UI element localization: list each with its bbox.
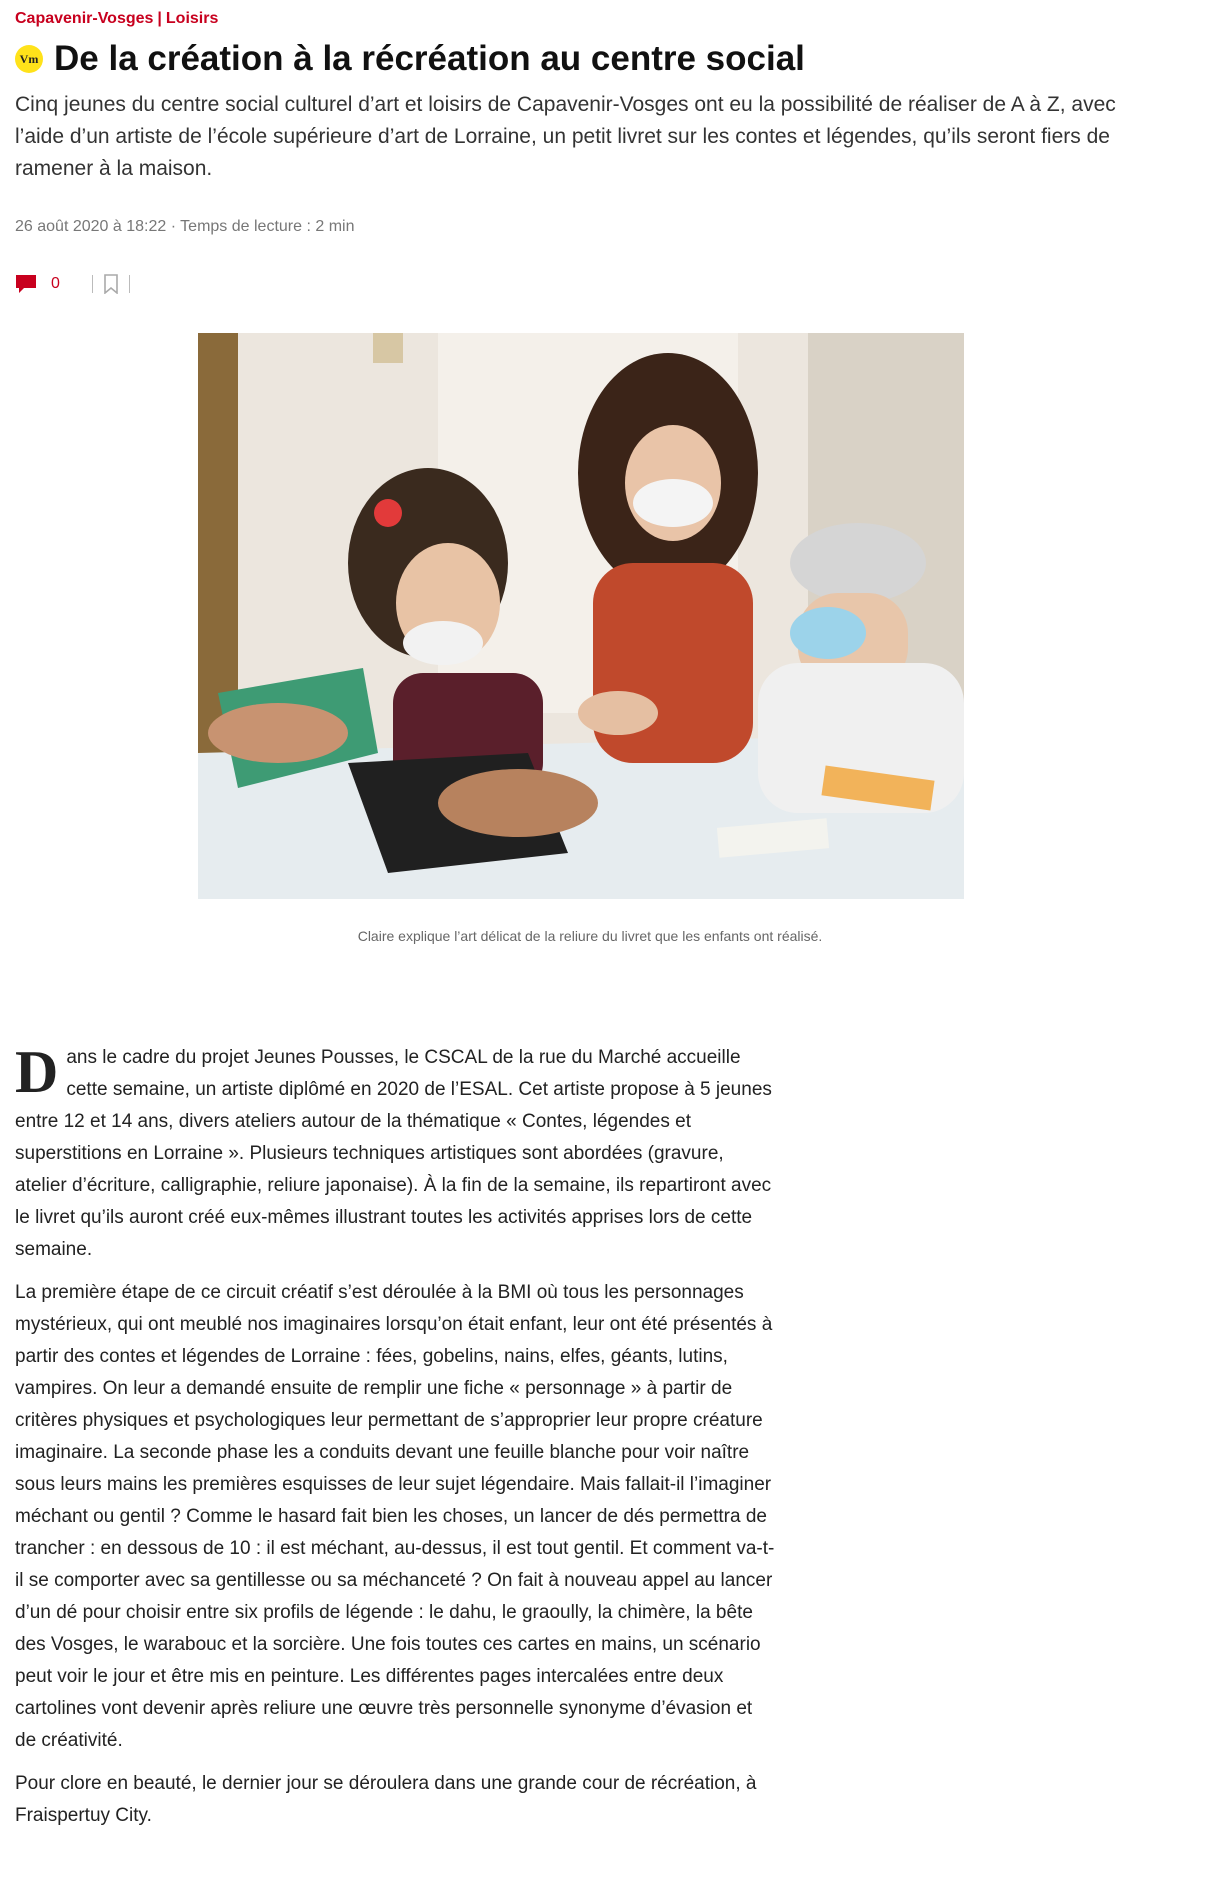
comment-count[interactable]: 0: [51, 275, 60, 292]
text-span: . Cet artiste propose à 5 jeunes entre 12 et 14 ans, divers ateliers autour de la thématique « Contes, légendes et superstitions en Lorraine ». Plusieurs techniques artistiques sont abordées (gravure, atelier d’écriture, calligraphie, reliure japonaise). À la fin de la semaine, ils repartiront avec le livret qu’ils auront créé eux-mêmes illustrant toutes les activités apprises lors de cette semaine.: [15, 1079, 772, 1260]
dropcap: D: [15, 1039, 59, 1105]
article-actions: [15, 273, 140, 295]
paragraph: Pour clore en beauté, le dernier jour se déroulera dans une grande cour de récréation, à Fraispertuy City.: [15, 1773, 757, 1826]
title-row: [15, 38, 805, 80]
article-photo[interactable]: [198, 333, 964, 899]
esal-link[interactable]: ESAL: [459, 1079, 508, 1100]
kicker-separator: |: [157, 10, 162, 27]
vm-badge-icon: [15, 45, 43, 73]
photo-caption: Claire explique l’art délicat de la reliure du livret que les enfants ont réalisé.: [357, 928, 823, 944]
photo-illustration: [198, 333, 964, 899]
headline: De la création à la récréation au centre social: [54, 39, 805, 78]
bookmark-icon[interactable]: [103, 274, 119, 294]
badge-text: Vm: [19, 51, 39, 66]
article-meta: 26 août 2020 à 18:22 · Temps de lecture : 2 min: [15, 218, 355, 235]
kicker-location-link[interactable]: Capavenir-Vosges: [15, 10, 154, 27]
text-span: de la rue du Marché accueille cette semaine, un artiste diplômé en 2020 de l’: [66, 1047, 741, 1100]
text-span: ans le cadre du projet Jeunes Pousses, le: [66, 1047, 425, 1068]
paragraph: La première étape de ce circuit créatif s’est déroulée à la BMI où tous les personnages mystérieux, qui ont meublé nos imaginaires lorsqu’on était enfant, leur ont été présentés à partir des contes et légendes de Lorraine : fées, gobelins, nains, elfes, géants, lutins, vampires. On leur a demandé ensuite de remplir une fiche « personnage » à partir de critères physiques et psychologiques leur permettant de s’approprier leur propre créature imaginaire. La seconde phase les a conduits devant une feuille blanche pour voir naître sous leurs mains les premières esquisses de leur sujet légendaire. Mais fallait-il l’imaginer méchant ou gentil ? Comme le hasard fait bien les choses, un lancer de dés permettra de trancher : en dessous de 10 : il est méchant, au-dessus, il est tout gentil. Et comment va-t-il se comporter avec sa gentillesse ou sa méchanceté ? On fait à nouveau appel au lancer d’un dé pour choisir entre six profils de légende : le dahu, le graoully, la chimère, la bête des Vosges, le warabouc et la sorcière. Une fois toutes ces cartes en mains, un scénario peut voir le jour et être mis en peinture. Les différentes pages intercalées entre deux cartolines vont devenir après reliure une œuvre très personnelle synonyme d’évasion et de créativité.: [15, 1282, 775, 1751]
kicker: [15, 10, 218, 28]
cscal-link[interactable]: CSCAL: [424, 1047, 488, 1068]
article-body: [15, 1039, 775, 1843]
article-lead: Cinq jeunes du centre social culturel d’art et loisirs de Capavenir-Vosges ont eu la possibilité de réaliser de A à Z, avec l’aide d’un artiste de l’école supérieure d’art de Lorraine, un petit livret sur les contes et légendes, qu’ils seront fiers de ramener à la maison.: [15, 93, 1116, 180]
divider: [129, 275, 130, 293]
comment-icon[interactable]: [15, 274, 37, 294]
paragraph: [15, 1039, 775, 1266]
kicker-section-link[interactable]: Loisirs: [165, 10, 219, 27]
divider: [92, 275, 93, 293]
